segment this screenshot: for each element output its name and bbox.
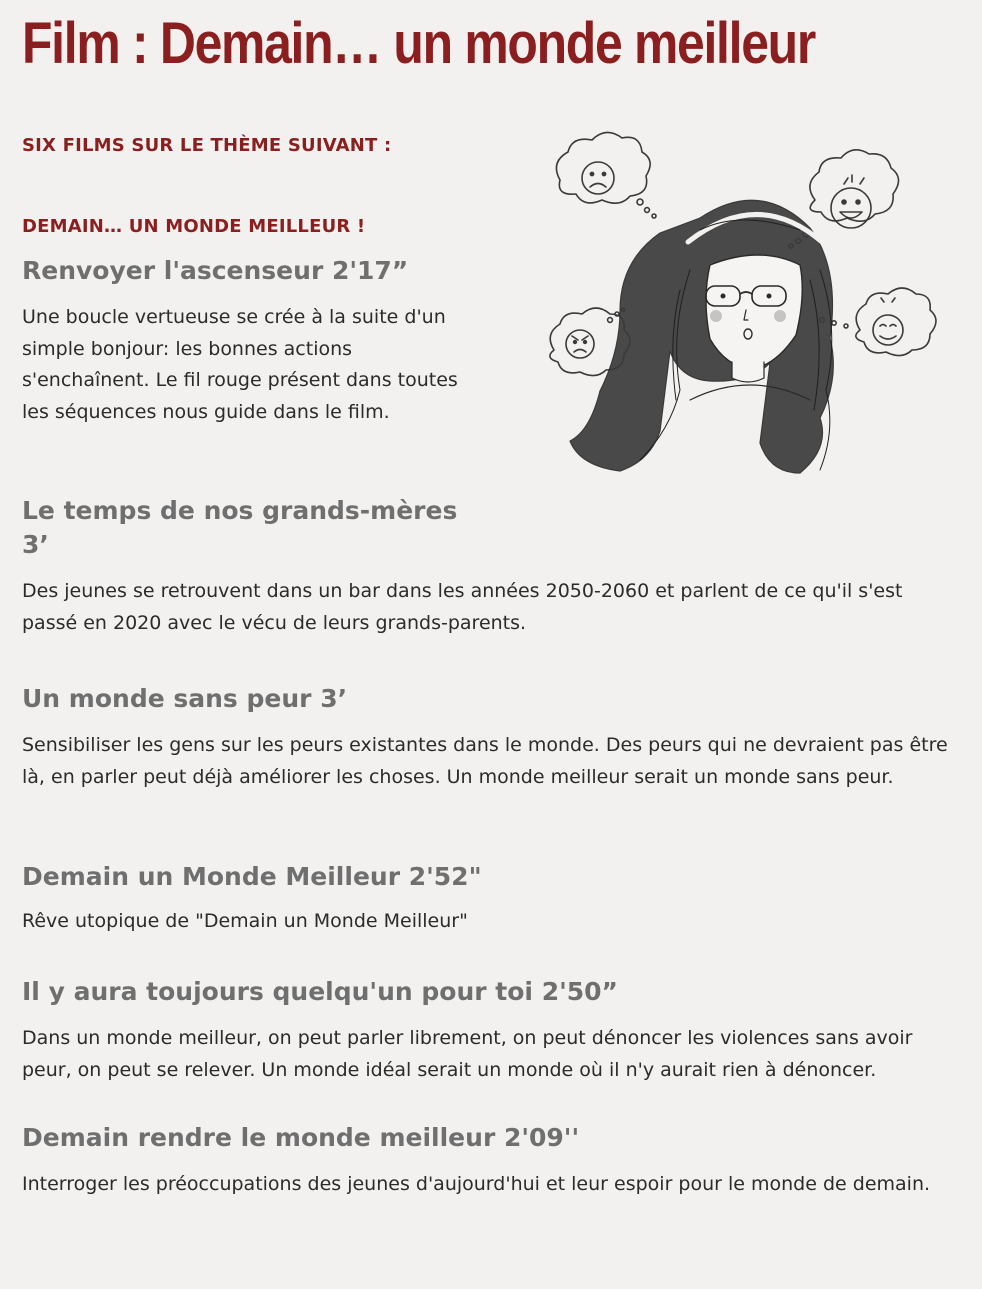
film-entry-demain-monde-meilleur: [22, 860, 952, 938]
film-description: Interroger les préoccupations des jeunes d'aujourd'hui et leur espoir pour le monde de demain.: [22, 1173, 931, 1195]
happy-thought-bubble-icon: [810, 150, 899, 221]
film-entry-rendre-monde-meilleur: [22, 1121, 952, 1201]
girl-drawing: [570, 200, 833, 473]
film-title: Renvoyer l'ascenseur 2'17”: [22, 256, 409, 285]
film-title: Le temps de nos grands-mères 3’: [22, 496, 458, 559]
girl-with-thought-bubbles-illustration: [540, 130, 940, 495]
film-title: Il y aura toujours quelqu'un pour toi 2'50”: [22, 977, 618, 1006]
page-title: Film : Demain… un monde meilleur: [22, 11, 815, 76]
film-entry-monde-sans-peur: [22, 682, 952, 793]
film-description: Des jeunes se retrouvent dans un bar dans les années 2050-2060 et parlent de ce qu'il s'est passé en 2020 avec le vécu de leurs grands-parents.: [22, 580, 903, 634]
film-entry-quelqu-un-pour-toi: [22, 975, 957, 1086]
film-entry-temps-grands-meres: [22, 494, 952, 639]
film-description: Sensibiliser les gens sur les peurs existantes dans le monde. Des peurs qui ne devraient pas être là, en parler peut déjà améliorer les choses. Un monde meilleur serait un monde sans peur.: [22, 734, 948, 788]
film-title: Un monde sans peur 3’: [22, 684, 348, 713]
film-title: Demain rendre le monde meilleur 2'09'': [22, 1123, 580, 1152]
theme-intro-label: SIX FILMS SUR LE THÈME SUIVANT :: [22, 135, 392, 156]
content-thought-bubble-icon: [856, 288, 936, 356]
film-entry-renvoyer-ascenseur: [22, 254, 472, 428]
film-description: Une boucle vertueuse se crée à la suite d'un simple bonjour: les bonnes actions s'enchaînent. Le fil rouge présent dans toutes les séquences nous guide dans le film.: [22, 306, 458, 423]
theme-name-label: DEMAIN… UN MONDE MEILLEUR !: [22, 216, 366, 237]
film-description: Dans un monde meilleur, on peut parler librement, on peut dénoncer les violences sans avoir peur, on peut se relever. Un monde idéal serait un monde où il n'y aurait rien à dénoncer.: [22, 1027, 913, 1081]
film-description: Rêve utopique de "Demain un Monde Meilleur": [22, 910, 468, 932]
film-title: Demain un Monde Meilleur 2'52": [22, 862, 482, 891]
